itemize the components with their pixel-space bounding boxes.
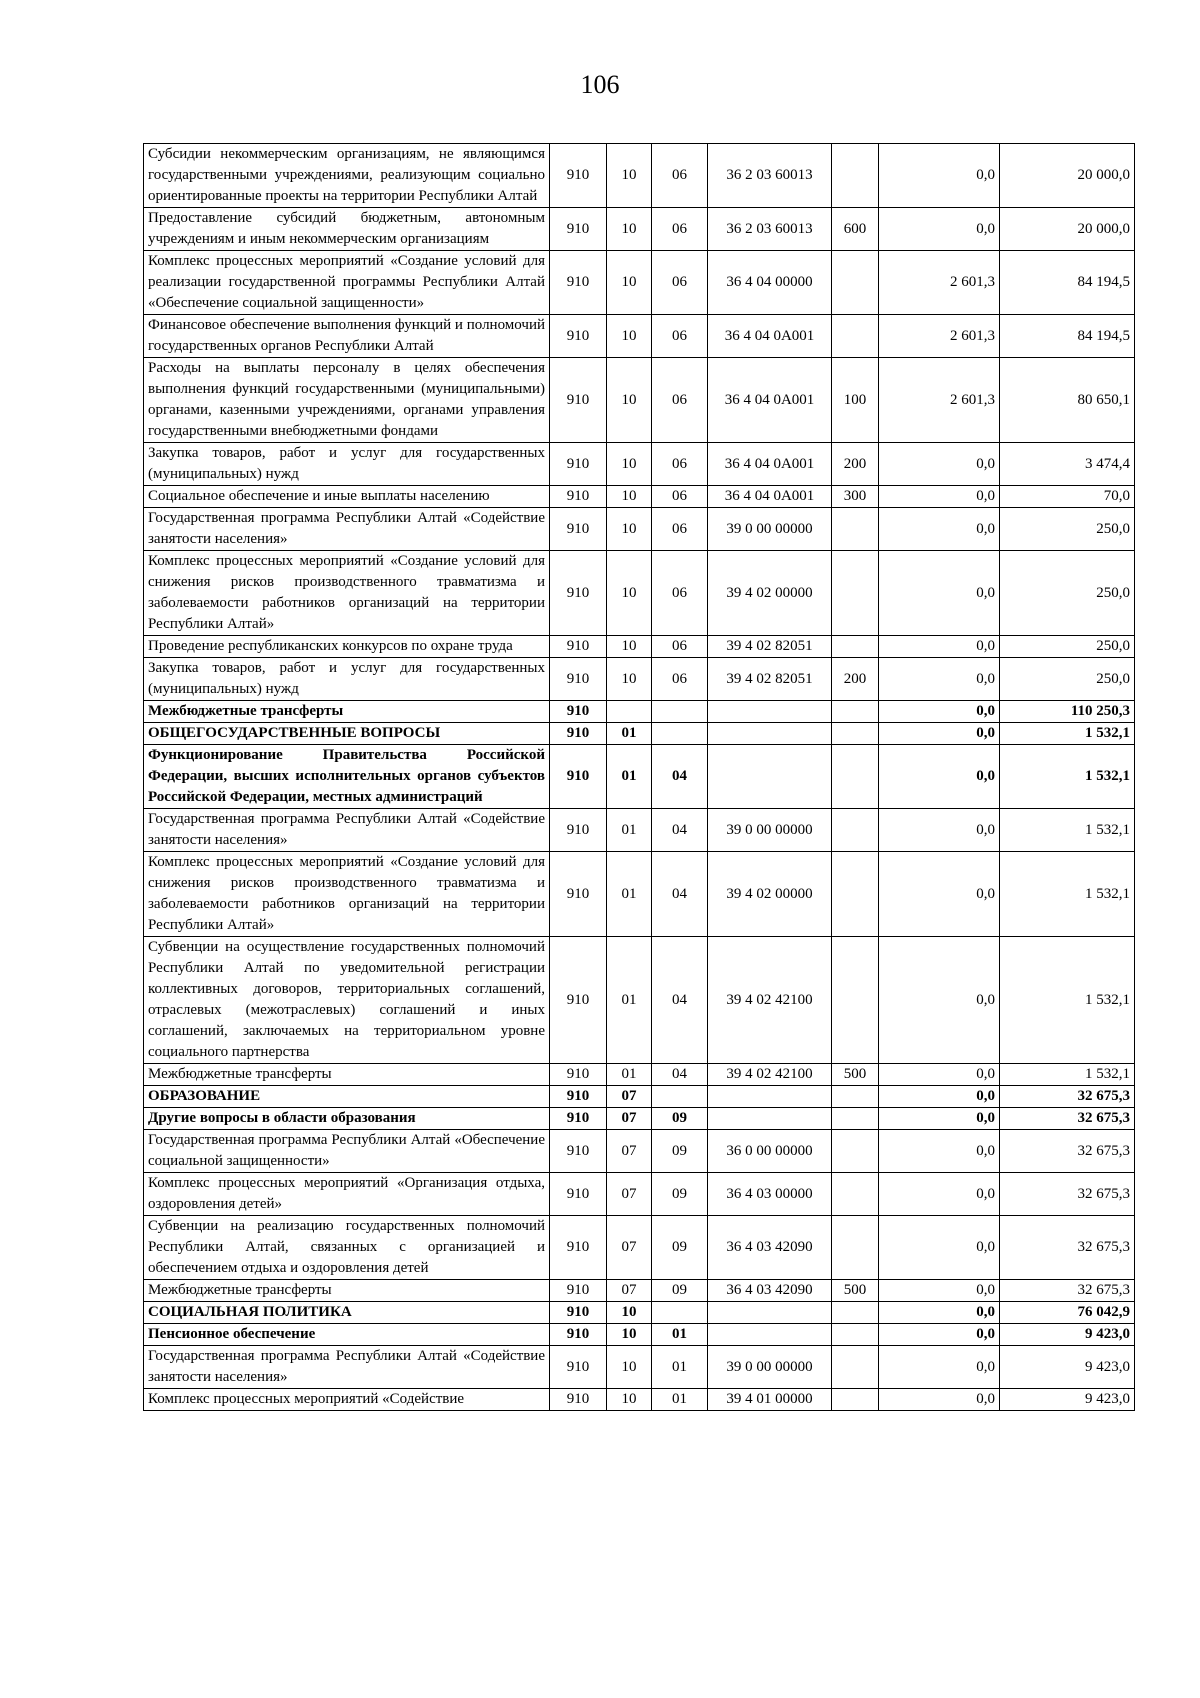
- ministry-code-cell: 910: [550, 1324, 607, 1346]
- amount-column-2-cell: 70,0: [1000, 486, 1135, 508]
- ministry-code-cell: 910: [550, 1108, 607, 1130]
- table-row: [144, 1280, 1135, 1302]
- amount-column-1-cell: 0,0: [879, 723, 1000, 745]
- section-code-cell: [607, 701, 652, 723]
- subsection-code-cell: 04: [652, 809, 708, 852]
- expense-name-cell: Субсидии некоммерческим организациям, не являющимся государственными учреждениями, реализующим социально ориентированные проекты на территории Республики Алтай: [144, 144, 550, 208]
- amount-column-1-cell: 0,0: [879, 1216, 1000, 1280]
- amount-column-2-cell: 9 423,0: [1000, 1324, 1135, 1346]
- expense-type-cell: 200: [832, 443, 879, 486]
- page-number: 106: [580, 70, 620, 99]
- target-article-cell: [708, 1302, 832, 1324]
- section-code-cell: 10: [607, 251, 652, 315]
- table-row: [144, 1064, 1135, 1086]
- ministry-code-cell: 910: [550, 1280, 607, 1302]
- expense-type-cell: [832, 852, 879, 937]
- expense-name-cell: Финансовое обеспечение выполнения функций и полномочий государственных органов Республики Алтай: [144, 315, 550, 358]
- target-article-cell: 36 4 04 0А001: [708, 358, 832, 443]
- amount-column-2-cell: 20 000,0: [1000, 208, 1135, 251]
- amount-column-2-cell: 1 532,1: [1000, 745, 1135, 809]
- ministry-code-cell: 910: [550, 251, 607, 315]
- amount-column-1-cell: 0,0: [879, 937, 1000, 1064]
- amount-column-1-cell: 0,0: [879, 1302, 1000, 1324]
- expense-type-cell: [832, 723, 879, 745]
- table-row: [144, 809, 1135, 852]
- amount-column-1-cell: 0,0: [879, 745, 1000, 809]
- amount-column-2-cell: 32 675,3: [1000, 1086, 1135, 1108]
- expense-type-cell: 500: [832, 1280, 879, 1302]
- amount-column-1-cell: 0,0: [879, 1108, 1000, 1130]
- expense-type-cell: [832, 1108, 879, 1130]
- expense-type-cell: [832, 551, 879, 636]
- amount-column-1-cell: 0,0: [879, 1389, 1000, 1411]
- amount-column-1-cell: 2 601,3: [879, 315, 1000, 358]
- amount-column-2-cell: 76 042,9: [1000, 1302, 1135, 1324]
- expense-type-cell: [832, 1324, 879, 1346]
- expense-type-cell: [832, 1173, 879, 1216]
- table-row: [144, 701, 1135, 723]
- expense-type-cell: [832, 251, 879, 315]
- target-article-cell: 39 4 02 82051: [708, 658, 832, 701]
- amount-column-2-cell: 32 675,3: [1000, 1216, 1135, 1280]
- target-article-cell: [708, 1324, 832, 1346]
- amount-column-1-cell: 0,0: [879, 636, 1000, 658]
- target-article-cell: 39 4 02 42100: [708, 1064, 832, 1086]
- section-code-cell: 01: [607, 937, 652, 1064]
- amount-column-2-cell: 84 194,5: [1000, 315, 1135, 358]
- amount-column-1-cell: 0,0: [879, 809, 1000, 852]
- ministry-code-cell: 910: [550, 551, 607, 636]
- ministry-code-cell: 910: [550, 1130, 607, 1173]
- expense-name-cell: Субвенции на реализацию государственных полномочий Республики Алтай, связанных с организацией и обеспечением отдыха и оздоровления детей: [144, 1216, 550, 1280]
- table-row: [144, 1324, 1135, 1346]
- subsection-code-cell: 04: [652, 1064, 708, 1086]
- section-code-cell: 10: [607, 636, 652, 658]
- expense-name-cell: Субвенции на осуществление государственных полномочий Республики Алтай по уведомительной регистрации коллективных договоров, территориальных соглашений, отраслевых (межотраслевых) соглашений и иных соглашений, заключаемых на территориальном уровне социального партнерства: [144, 937, 550, 1064]
- expense-type-cell: [832, 1216, 879, 1280]
- section-code-cell: 01: [607, 723, 652, 745]
- ministry-code-cell: 910: [550, 443, 607, 486]
- table-row: [144, 1086, 1135, 1108]
- table-row: [144, 1108, 1135, 1130]
- subsection-code-cell: 09: [652, 1130, 708, 1173]
- amount-column-2-cell: 1 532,1: [1000, 723, 1135, 745]
- subsection-code-cell: [652, 1086, 708, 1108]
- target-article-cell: 36 4 03 00000: [708, 1173, 832, 1216]
- amount-column-1-cell: 0,0: [879, 1173, 1000, 1216]
- amount-column-1-cell: 0,0: [879, 443, 1000, 486]
- subsection-code-cell: 09: [652, 1216, 708, 1280]
- subsection-code-cell: 06: [652, 486, 708, 508]
- budget-table: [143, 143, 1135, 1411]
- target-article-cell: [708, 701, 832, 723]
- section-code-cell: 10: [607, 208, 652, 251]
- expense-type-cell: [832, 1086, 879, 1108]
- subsection-code-cell: 09: [652, 1280, 708, 1302]
- expense-type-cell: [832, 1130, 879, 1173]
- table-row: [144, 937, 1135, 1064]
- subsection-code-cell: 06: [652, 636, 708, 658]
- expense-type-cell: [832, 508, 879, 551]
- amount-column-2-cell: 250,0: [1000, 658, 1135, 701]
- expense-type-cell: [832, 937, 879, 1064]
- ministry-code-cell: 910: [550, 937, 607, 1064]
- ministry-code-cell: 910: [550, 358, 607, 443]
- expense-type-cell: [832, 745, 879, 809]
- expense-name-cell: Межбюджетные трансферты: [144, 1064, 550, 1086]
- amount-column-1-cell: 0,0: [879, 1086, 1000, 1108]
- ministry-code-cell: 910: [550, 701, 607, 723]
- amount-column-2-cell: 84 194,5: [1000, 251, 1135, 315]
- subsection-code-cell: [652, 1302, 708, 1324]
- amount-column-2-cell: 1 532,1: [1000, 1064, 1135, 1086]
- section-code-cell: 10: [607, 486, 652, 508]
- subsection-code-cell: 09: [652, 1173, 708, 1216]
- table-row: [144, 1130, 1135, 1173]
- amount-column-1-cell: 0,0: [879, 852, 1000, 937]
- target-article-cell: 39 4 02 00000: [708, 551, 832, 636]
- target-article-cell: 36 2 03 60013: [708, 144, 832, 208]
- amount-column-1-cell: 0,0: [879, 208, 1000, 251]
- expense-type-cell: [832, 701, 879, 723]
- amount-column-1-cell: 0,0: [879, 508, 1000, 551]
- amount-column-2-cell: 250,0: [1000, 636, 1135, 658]
- expense-name-cell: ОБРАЗОВАНИЕ: [144, 1086, 550, 1108]
- ministry-code-cell: 910: [550, 1346, 607, 1389]
- target-article-cell: 36 4 03 42090: [708, 1280, 832, 1302]
- section-code-cell: 10: [607, 1389, 652, 1411]
- section-code-cell: 01: [607, 745, 652, 809]
- section-code-cell: 01: [607, 1064, 652, 1086]
- subsection-code-cell: 09: [652, 1108, 708, 1130]
- target-article-cell: [708, 1086, 832, 1108]
- ministry-code-cell: 910: [550, 1389, 607, 1411]
- expense-type-cell: 500: [832, 1064, 879, 1086]
- section-code-cell: 10: [607, 658, 652, 701]
- table-row: [144, 315, 1135, 358]
- subsection-code-cell: 04: [652, 852, 708, 937]
- table-row: [144, 1173, 1135, 1216]
- table-row: [144, 1216, 1135, 1280]
- target-article-cell: 36 4 04 0А001: [708, 315, 832, 358]
- target-article-cell: 36 4 04 0А001: [708, 486, 832, 508]
- amount-column-1-cell: 0,0: [879, 658, 1000, 701]
- amount-column-1-cell: 0,0: [879, 1324, 1000, 1346]
- subsection-code-cell: 06: [652, 358, 708, 443]
- target-article-cell: 39 4 02 42100: [708, 937, 832, 1064]
- subsection-code-cell: 06: [652, 144, 708, 208]
- ministry-code-cell: 910: [550, 1064, 607, 1086]
- expense-name-cell: Комплекс процессных мероприятий «Организация отдыха, оздоровления детей»: [144, 1173, 550, 1216]
- table-row: [144, 852, 1135, 937]
- amount-column-2-cell: 1 532,1: [1000, 937, 1135, 1064]
- section-code-cell: 10: [607, 144, 652, 208]
- amount-column-2-cell: 20 000,0: [1000, 144, 1135, 208]
- ministry-code-cell: 910: [550, 486, 607, 508]
- expense-type-cell: [832, 1346, 879, 1389]
- amount-column-1-cell: 0,0: [879, 1346, 1000, 1389]
- table-row: [144, 486, 1135, 508]
- section-code-cell: 07: [607, 1280, 652, 1302]
- section-code-cell: 10: [607, 1346, 652, 1389]
- amount-column-1-cell: 2 601,3: [879, 358, 1000, 443]
- amount-column-1-cell: 2 601,3: [879, 251, 1000, 315]
- subsection-code-cell: 04: [652, 745, 708, 809]
- ministry-code-cell: 910: [550, 723, 607, 745]
- ministry-code-cell: 910: [550, 852, 607, 937]
- expense-name-cell: Комплекс процессных мероприятий «Создание условий для снижения рисков производственного травматизма и заболеваемости работников организаций на территории Республики Алтай»: [144, 852, 550, 937]
- amount-column-2-cell: 32 675,3: [1000, 1173, 1135, 1216]
- table-row: [144, 636, 1135, 658]
- amount-column-1-cell: 0,0: [879, 486, 1000, 508]
- amount-column-2-cell: 80 650,1: [1000, 358, 1135, 443]
- amount-column-2-cell: 1 532,1: [1000, 852, 1135, 937]
- table-row: [144, 508, 1135, 551]
- subsection-code-cell: 01: [652, 1324, 708, 1346]
- ministry-code-cell: 910: [550, 508, 607, 551]
- amount-column-2-cell: 9 423,0: [1000, 1346, 1135, 1389]
- amount-column-1-cell: 0,0: [879, 701, 1000, 723]
- expense-name-cell: Комплекс процессных мероприятий «Создание условий для снижения рисков производственного травматизма и заболеваемости работников организаций на территории Республики Алтай»: [144, 551, 550, 636]
- subsection-code-cell: 06: [652, 315, 708, 358]
- table-row: [144, 358, 1135, 443]
- amount-column-2-cell: 250,0: [1000, 508, 1135, 551]
- target-article-cell: [708, 723, 832, 745]
- ministry-code-cell: 910: [550, 208, 607, 251]
- table-row: [144, 1302, 1135, 1324]
- ministry-code-cell: 910: [550, 636, 607, 658]
- expense-type-cell: 300: [832, 486, 879, 508]
- ministry-code-cell: 910: [550, 1302, 607, 1324]
- expense-name-cell: Государственная программа Республики Алтай «Содействие занятости населения»: [144, 1346, 550, 1389]
- expense-name-cell: Закупка товаров, работ и услуг для государственных (муниципальных) нужд: [144, 658, 550, 701]
- amount-column-2-cell: 32 675,3: [1000, 1280, 1135, 1302]
- expense-name-cell: Межбюджетные трансферты: [144, 701, 550, 723]
- subsection-code-cell: 06: [652, 208, 708, 251]
- section-code-cell: 07: [607, 1086, 652, 1108]
- expense-type-cell: 100: [832, 358, 879, 443]
- ministry-code-cell: 910: [550, 658, 607, 701]
- section-code-cell: 07: [607, 1173, 652, 1216]
- section-code-cell: 10: [607, 1324, 652, 1346]
- table-row: [144, 551, 1135, 636]
- section-code-cell: 01: [607, 852, 652, 937]
- target-article-cell: 39 0 00 00000: [708, 508, 832, 551]
- expense-name-cell: СОЦИАЛЬНАЯ ПОЛИТИКА: [144, 1302, 550, 1324]
- expense-name-cell: Государственная программа Республики Алтай «Обеспечение социальной защищенности»: [144, 1130, 550, 1173]
- section-code-cell: 01: [607, 809, 652, 852]
- ministry-code-cell: 910: [550, 1086, 607, 1108]
- table-row: [144, 723, 1135, 745]
- table-row: [144, 1389, 1135, 1411]
- expense-name-cell: ОБЩЕГОСУДАРСТВЕННЫЕ ВОПРОСЫ: [144, 723, 550, 745]
- section-code-cell: 10: [607, 443, 652, 486]
- subsection-code-cell: 06: [652, 251, 708, 315]
- target-article-cell: 36 4 03 42090: [708, 1216, 832, 1280]
- target-article-cell: 39 4 02 82051: [708, 636, 832, 658]
- table-row: [144, 1346, 1135, 1389]
- section-code-cell: 07: [607, 1108, 652, 1130]
- expense-name-cell: Функционирование Правительства Российской Федерации, высших исполнительных органов субъектов Российской Федерации, местных администраций: [144, 745, 550, 809]
- subsection-code-cell: [652, 701, 708, 723]
- expense-name-cell: Предоставление субсидий бюджетным, автономным учреждениям и иным некоммерческим организациям: [144, 208, 550, 251]
- expense-name-cell: Расходы на выплаты персоналу в целях обеспечения выполнения функций государственными (муниципальными) органами, казенными учреждениями, органами управления государственными внебюджетными фондами: [144, 358, 550, 443]
- expense-type-cell: [832, 1302, 879, 1324]
- amount-column-2-cell: 9 423,0: [1000, 1389, 1135, 1411]
- subsection-code-cell: 06: [652, 551, 708, 636]
- expense-type-cell: [832, 144, 879, 208]
- amount-column-2-cell: 3 474,4: [1000, 443, 1135, 486]
- ministry-code-cell: 910: [550, 1173, 607, 1216]
- amount-column-2-cell: 32 675,3: [1000, 1130, 1135, 1173]
- ministry-code-cell: 910: [550, 144, 607, 208]
- ministry-code-cell: 910: [550, 1216, 607, 1280]
- section-code-cell: 10: [607, 508, 652, 551]
- target-article-cell: 36 4 04 00000: [708, 251, 832, 315]
- expense-name-cell: Комплекс процессных мероприятий «Создание условий для реализации государственной программы Республики Алтай «Обеспечение социальной защищенности»: [144, 251, 550, 315]
- target-article-cell: 39 4 02 00000: [708, 852, 832, 937]
- ministry-code-cell: 910: [550, 809, 607, 852]
- ministry-code-cell: 910: [550, 315, 607, 358]
- table-row: [144, 251, 1135, 315]
- section-code-cell: 07: [607, 1130, 652, 1173]
- expense-name-cell: Пенсионное обеспечение: [144, 1324, 550, 1346]
- expense-name-cell: Другие вопросы в области образования: [144, 1108, 550, 1130]
- table-row: [144, 658, 1135, 701]
- table-row: [144, 443, 1135, 486]
- expense-type-cell: [832, 1389, 879, 1411]
- expense-name-cell: Государственная программа Республики Алтай «Содействие занятости населения»: [144, 809, 550, 852]
- target-article-cell: [708, 1108, 832, 1130]
- expense-name-cell: Закупка товаров, работ и услуг для государственных (муниципальных) нужд: [144, 443, 550, 486]
- section-code-cell: 07: [607, 1216, 652, 1280]
- section-code-cell: 10: [607, 1302, 652, 1324]
- amount-column-1-cell: 0,0: [879, 1280, 1000, 1302]
- amount-column-2-cell: 250,0: [1000, 551, 1135, 636]
- target-article-cell: 39 0 00 00000: [708, 1346, 832, 1389]
- table-row: [144, 745, 1135, 809]
- expense-type-cell: [832, 315, 879, 358]
- expense-name-cell: Проведение республиканских конкурсов по охране труда: [144, 636, 550, 658]
- subsection-code-cell: 06: [652, 443, 708, 486]
- section-code-cell: 10: [607, 551, 652, 636]
- table-row: [144, 208, 1135, 251]
- expense-name-cell: Социальное обеспечение и иные выплаты населению: [144, 486, 550, 508]
- expense-name-cell: Государственная программа Республики Алтай «Содействие занятости населения»: [144, 508, 550, 551]
- amount-column-1-cell: 0,0: [879, 144, 1000, 208]
- table-row: [144, 144, 1135, 208]
- subsection-code-cell: 01: [652, 1346, 708, 1389]
- target-article-cell: [708, 745, 832, 809]
- expense-type-cell: 600: [832, 208, 879, 251]
- section-code-cell: 10: [607, 358, 652, 443]
- expense-type-cell: 200: [832, 658, 879, 701]
- expense-type-cell: [832, 636, 879, 658]
- target-article-cell: 36 0 00 00000: [708, 1130, 832, 1173]
- amount-column-2-cell: 32 675,3: [1000, 1108, 1135, 1130]
- subsection-code-cell: 06: [652, 658, 708, 701]
- amount-column-1-cell: 0,0: [879, 1130, 1000, 1173]
- subsection-code-cell: 06: [652, 508, 708, 551]
- amount-column-2-cell: 110 250,3: [1000, 701, 1135, 723]
- subsection-code-cell: 01: [652, 1389, 708, 1411]
- amount-column-1-cell: 0,0: [879, 551, 1000, 636]
- target-article-cell: 36 2 03 60013: [708, 208, 832, 251]
- expense-name-cell: Межбюджетные трансферты: [144, 1280, 550, 1302]
- target-article-cell: 36 4 04 0А001: [708, 443, 832, 486]
- target-article-cell: 39 0 00 00000: [708, 809, 832, 852]
- subsection-code-cell: 04: [652, 937, 708, 1064]
- amount-column-2-cell: 1 532,1: [1000, 809, 1135, 852]
- expense-type-cell: [832, 809, 879, 852]
- amount-column-1-cell: 0,0: [879, 1064, 1000, 1086]
- subsection-code-cell: [652, 723, 708, 745]
- ministry-code-cell: 910: [550, 745, 607, 809]
- expense-name-cell: Комплекс процессных мероприятий «Содействие: [144, 1389, 550, 1411]
- target-article-cell: 39 4 01 00000: [708, 1389, 832, 1411]
- section-code-cell: 10: [607, 315, 652, 358]
